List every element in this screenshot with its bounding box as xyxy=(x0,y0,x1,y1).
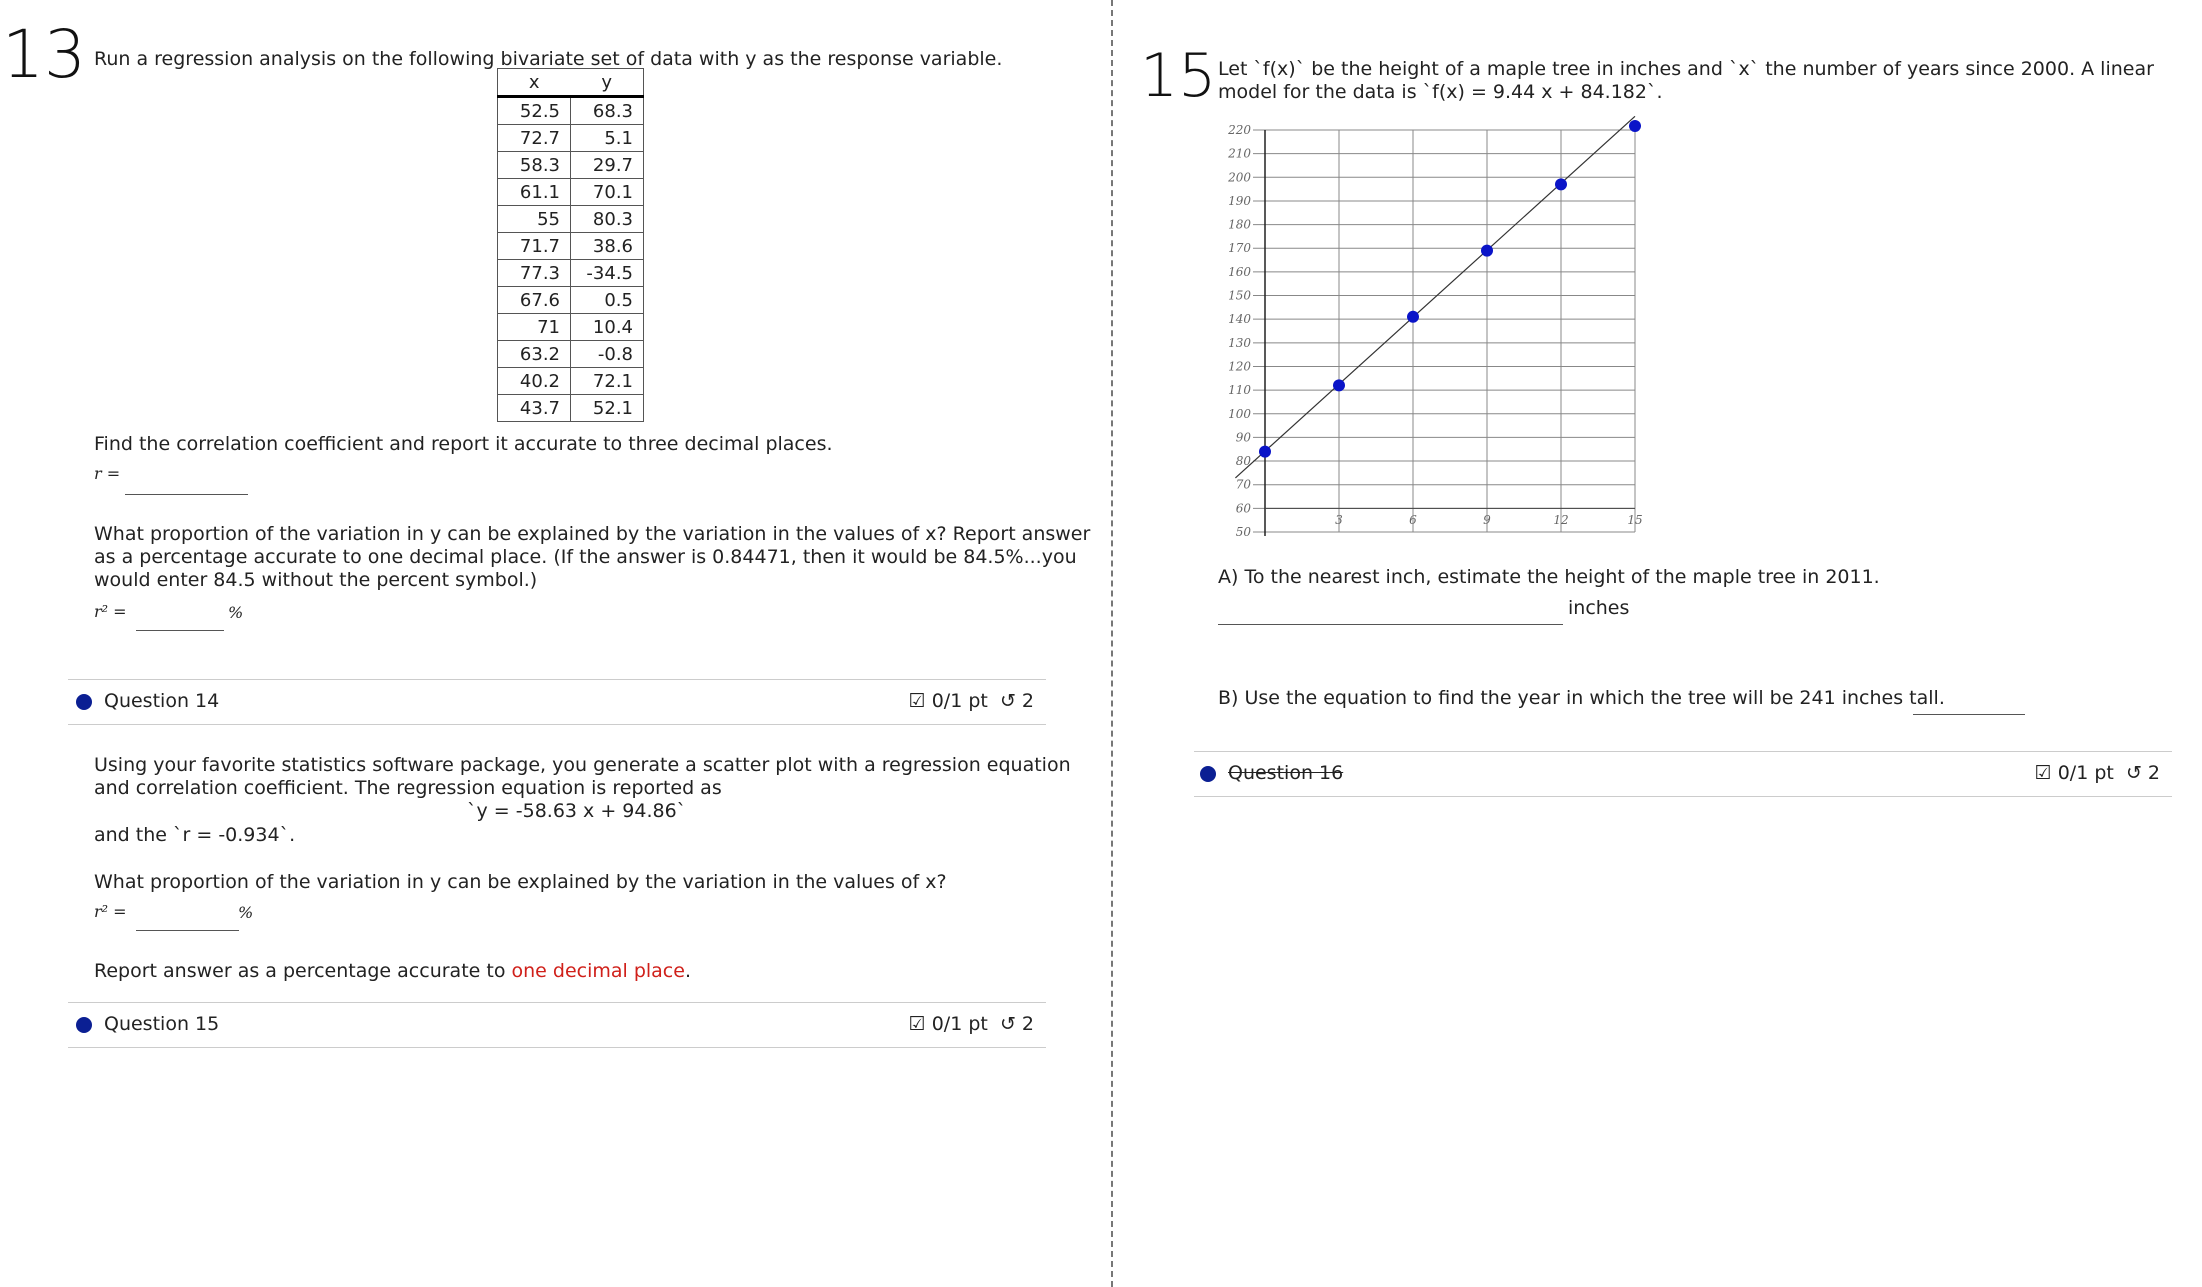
data-point xyxy=(1629,120,1641,132)
data-point xyxy=(1555,178,1567,190)
y-tick-label: 140 xyxy=(1228,312,1251,327)
table-row xyxy=(498,260,644,287)
cell-x: 52.5 xyxy=(498,97,571,125)
cell-x: 67.6 xyxy=(498,287,571,314)
question-16-header[interactable] xyxy=(1194,751,2172,797)
q15-line-2: model for the data is `f(x) = 9.44 x + 84.182`. xyxy=(1218,81,1663,103)
score-text: 0/1 pt xyxy=(931,690,988,712)
handwritten-13: 13 xyxy=(2,16,86,93)
regression-line xyxy=(1235,116,1635,478)
r2-label: r² = xyxy=(94,602,127,621)
part-b-answer-input[interactable] xyxy=(1913,714,2025,715)
cell-y: -34.5 xyxy=(571,260,644,287)
data-point xyxy=(1333,379,1345,391)
data-point xyxy=(1259,446,1271,458)
retry-icon: ↺ xyxy=(2125,762,2142,784)
cell-y: 70.1 xyxy=(571,179,644,206)
cell-x: 40.2 xyxy=(498,368,571,395)
x-tick-label: 6 xyxy=(1409,513,1417,527)
q13-proportion-line-2: as a percentage accurate to one decimal place. (If the answer is 0.84471, then it would be 84.5%...you xyxy=(94,546,1077,568)
q14-r2-label: r² = xyxy=(94,902,127,921)
y-tick-label: 210 xyxy=(1228,146,1251,161)
q14-report-note xyxy=(94,960,691,982)
cell-x: 55 xyxy=(498,206,571,233)
q14-equation: `y = -58.63 x + 94.86` xyxy=(467,800,687,822)
table-row xyxy=(498,152,644,179)
y-tick-label: 50 xyxy=(1235,525,1251,539)
x-tick-label: 9 xyxy=(1483,513,1491,527)
cell-y: 5.1 xyxy=(571,125,644,152)
cell-y: 38.6 xyxy=(571,233,644,260)
cell-y: 80.3 xyxy=(571,206,644,233)
table-header-x: x xyxy=(498,69,571,97)
y-tick-label: 220 xyxy=(1228,123,1251,137)
cell-y: 68.3 xyxy=(571,97,644,125)
cell-y: 72.1 xyxy=(571,368,644,395)
data-table xyxy=(497,68,644,422)
retries-count: 2 xyxy=(1021,690,1034,712)
y-tick-label: 70 xyxy=(1235,477,1251,492)
table-row xyxy=(498,287,644,314)
question-16-score xyxy=(2035,762,2160,784)
y-tick-label: 130 xyxy=(1228,335,1251,350)
data-point xyxy=(1481,245,1493,257)
cell-x: 63.2 xyxy=(498,341,571,368)
q13-prompt: Run a regression analysis on the following bivariate set of data with y as the response variable. xyxy=(94,48,1003,70)
percent-symbol: % xyxy=(228,603,244,622)
x-tick-label: 15 xyxy=(1627,513,1643,527)
q14-r2-answer-input[interactable] xyxy=(136,930,239,931)
y-tick-label: 180 xyxy=(1228,217,1251,232)
q14-question: What proportion of the variation in y can be explained by the variation in the values of x? xyxy=(94,871,947,893)
y-tick-label: 60 xyxy=(1235,501,1251,516)
question-14-label: Question 14 xyxy=(104,690,220,712)
y-tick-label: 170 xyxy=(1228,241,1251,256)
cell-x: 71 xyxy=(498,314,571,341)
q14-line-1: Using your favorite statistics software package, you generate a scatter plot with a regression equation xyxy=(94,754,1071,776)
checkbox-icon: ☑ xyxy=(908,1013,926,1035)
y-tick-label: 150 xyxy=(1228,288,1251,303)
part-a-answer-input[interactable] xyxy=(1218,624,1563,625)
table-row xyxy=(498,125,644,152)
table-row xyxy=(498,341,644,368)
cell-x: 72.7 xyxy=(498,125,571,152)
inches-label: inches xyxy=(1568,597,1630,619)
question-15-label: Question 15 xyxy=(104,1013,220,1035)
question-15-header[interactable] xyxy=(68,1002,1046,1048)
x-tick-label: 3 xyxy=(1335,513,1343,527)
table-header-y: y xyxy=(571,69,644,97)
q14-percent-symbol: % xyxy=(238,903,254,922)
table-header-row xyxy=(498,69,644,97)
y-tick-label: 90 xyxy=(1235,430,1251,445)
handwritten-15: 15 xyxy=(1140,41,1217,111)
table-row xyxy=(498,368,644,395)
y-tick-label: 160 xyxy=(1228,264,1251,279)
status-dot xyxy=(1200,766,1216,782)
report-suffix: . xyxy=(684,960,691,982)
table-row xyxy=(498,206,644,233)
table-row xyxy=(498,97,644,125)
cell-x: 77.3 xyxy=(498,260,571,287)
score-text: 0/1 pt xyxy=(931,1013,988,1035)
report-prefix: Report answer as a percentage accurate to xyxy=(94,960,512,982)
retries-count: 2 xyxy=(1021,1013,1034,1035)
question-14-header[interactable] xyxy=(68,679,1046,725)
status-dot xyxy=(76,1017,92,1033)
cell-y: 52.1 xyxy=(571,395,644,422)
x-tick-label: 12 xyxy=(1553,513,1569,527)
table-row xyxy=(498,314,644,341)
retries-count: 2 xyxy=(2147,762,2160,784)
question-15-score xyxy=(909,1013,1034,1035)
q14-line-2: and correlation coefficient. The regression equation is reported as xyxy=(94,777,722,799)
cell-y: 0.5 xyxy=(571,287,644,314)
retry-icon: ↺ xyxy=(999,1013,1016,1035)
y-tick-label: 80 xyxy=(1235,454,1251,469)
table-row xyxy=(498,233,644,260)
checkbox-icon: ☑ xyxy=(2034,762,2052,784)
maple-tree-chart xyxy=(1220,120,1643,550)
q14-r-line: and the `r = -0.934`. xyxy=(94,824,296,846)
status-dot xyxy=(76,694,92,710)
y-tick-label: 100 xyxy=(1228,406,1251,421)
cell-x: 43.7 xyxy=(498,395,571,422)
data-point xyxy=(1407,311,1419,323)
question-16-label: Question 16 xyxy=(1228,762,1344,784)
table-row xyxy=(498,395,644,422)
score-text: 0/1 pt xyxy=(2057,762,2114,784)
r2-answer-input[interactable] xyxy=(136,630,224,631)
cell-y: -0.8 xyxy=(571,341,644,368)
question-14-score xyxy=(909,690,1034,712)
cell-x: 71.7 xyxy=(498,233,571,260)
retry-icon: ↺ xyxy=(999,690,1016,712)
r-answer-input[interactable] xyxy=(125,494,248,495)
table-row xyxy=(498,179,644,206)
cell-x: 61.1 xyxy=(498,179,571,206)
checkbox-icon: ☑ xyxy=(908,690,926,712)
q15-line-1: Let `f(x)` be the height of a maple tree in inches and `x` the number of years since 2000. A linear xyxy=(1218,58,2154,80)
q15-part-a: A) To the nearest inch, estimate the height of the maple tree in 2011. xyxy=(1218,566,1880,588)
cell-y: 29.7 xyxy=(571,152,644,179)
q15-part-b: B) Use the equation to find the year in which the tree will be 241 inches tall. xyxy=(1218,687,1945,709)
column-divider xyxy=(1111,0,1113,1287)
y-tick-label: 190 xyxy=(1228,193,1251,208)
q13-proportion-line-3: would enter 84.5 without the percent symbol.) xyxy=(94,569,538,591)
report-emphasis: one decimal place xyxy=(511,960,685,982)
r-label: r = xyxy=(94,464,121,483)
y-tick-label: 200 xyxy=(1228,170,1251,185)
y-tick-label: 110 xyxy=(1228,383,1251,398)
y-tick-label: 120 xyxy=(1228,359,1251,374)
cell-y: 10.4 xyxy=(571,314,644,341)
cell-x: 58.3 xyxy=(498,152,571,179)
q13-find-r: Find the correlation coefficient and report it accurate to three decimal places. xyxy=(94,433,833,455)
q13-proportion-line-1: What proportion of the variation in y can be explained by the variation in the values of x? Report answer xyxy=(94,523,1091,545)
